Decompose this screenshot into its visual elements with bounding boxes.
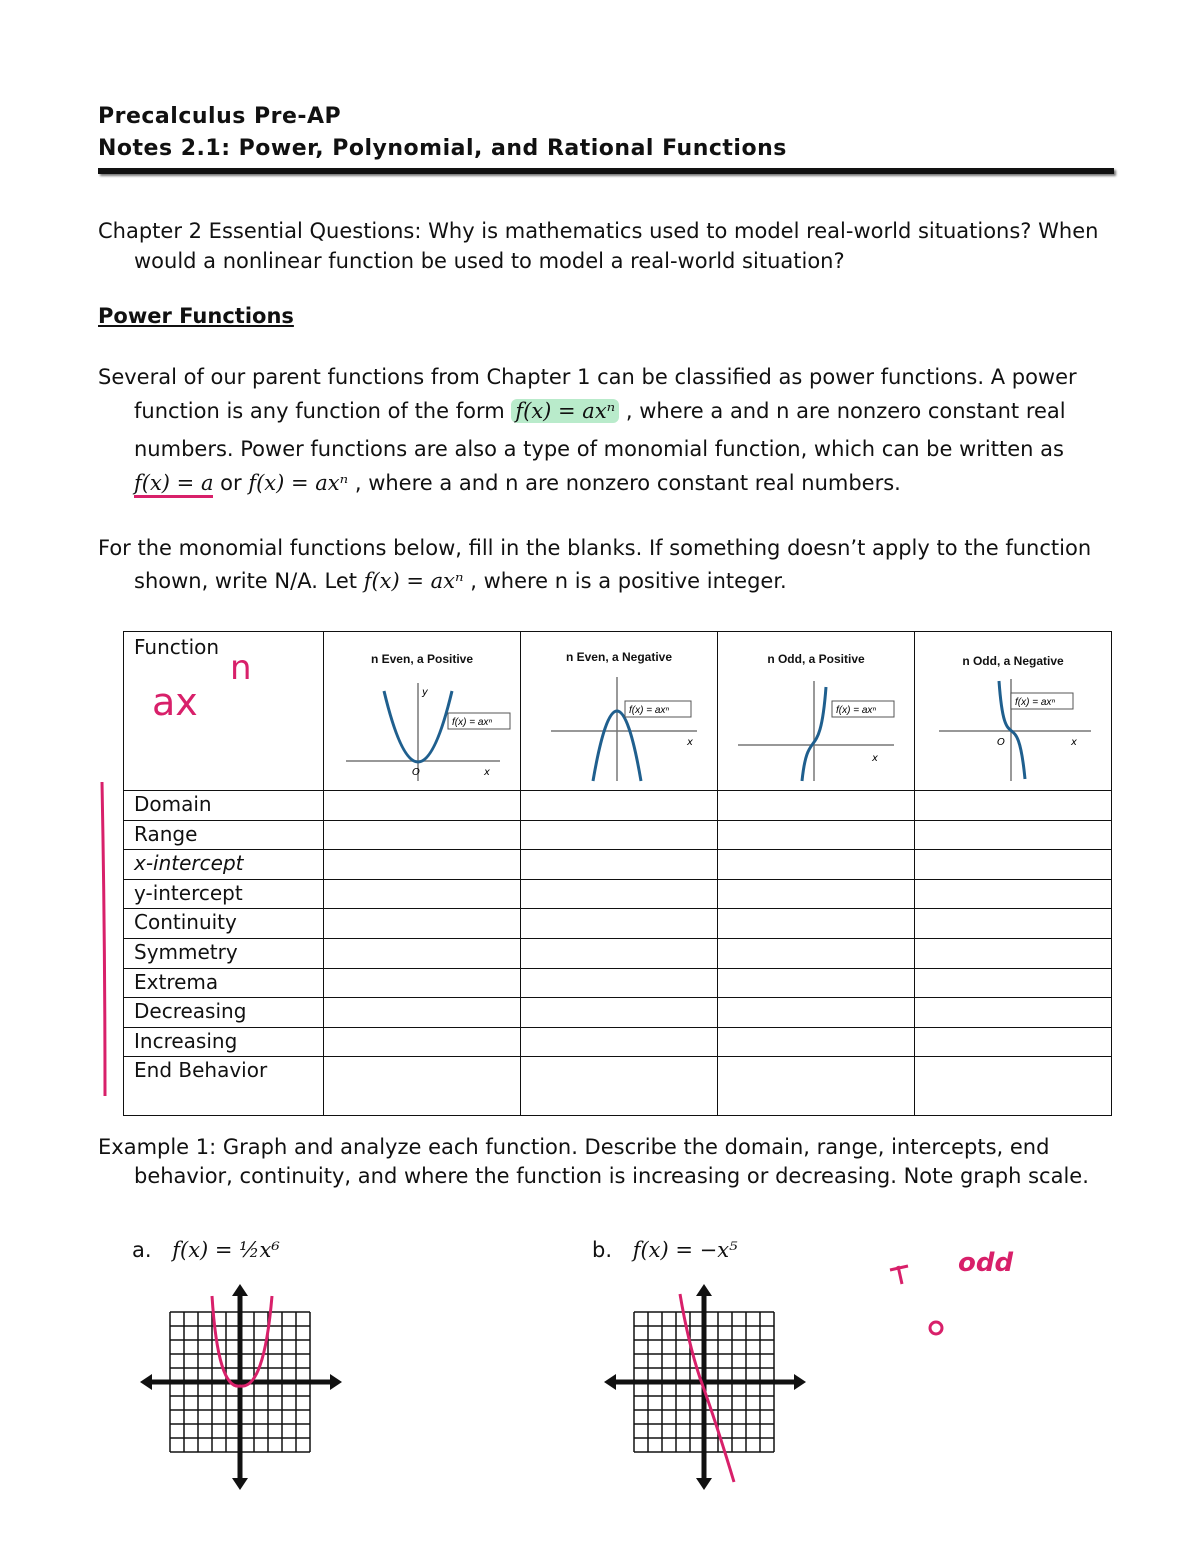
handwritten-n: n <box>230 648 252 688</box>
graph-even-positive <box>324 673 520 783</box>
handwritten-curve-b <box>680 1294 734 1482</box>
graph-title-even-negative: n Even, a Negative <box>565 650 673 664</box>
function-cell <box>124 632 324 791</box>
blank-cell[interactable] <box>521 1027 718 1057</box>
blank-cell[interactable] <box>521 938 718 968</box>
ex1-line-1: Example 1: Graph and analyze each function. Describe the domain, range, intercepts, end <box>98 1135 1050 1159</box>
pf-line-2 <box>98 394 1118 428</box>
monomial-formula-constant: f(x) = a <box>134 471 213 498</box>
row-label-increasing: Increasing <box>124 1027 324 1057</box>
graph-label-even-positive: f(x) = axⁿ <box>452 717 493 728</box>
table-row <box>124 791 1112 821</box>
handwritten-ax: ax <box>152 680 198 724</box>
x-axis-label: x <box>872 753 878 764</box>
blank-cell[interactable] <box>718 938 915 968</box>
blank-cell[interactable] <box>718 791 915 821</box>
eq-line-1: Chapter 2 Essential Questions: Why is mathematics used to model real-world situations? When <box>98 219 1099 243</box>
example-b-label <box>592 1238 738 1262</box>
blank-cell[interactable] <box>324 909 521 939</box>
origin-label: O <box>997 737 1005 748</box>
pf-or: or <box>220 471 242 495</box>
example-a-label <box>132 1238 280 1262</box>
blank-cell[interactable] <box>915 909 1112 939</box>
blank-cell[interactable] <box>718 1057 915 1116</box>
row-label-x-intercept: x-intercept <box>124 850 324 880</box>
graph-grid-a[interactable] <box>140 1282 342 1492</box>
instructions <box>98 532 1118 598</box>
x-axis-label: x <box>484 767 490 778</box>
blank-cell[interactable] <box>915 1057 1112 1116</box>
blank-cell[interactable] <box>324 820 521 850</box>
graph-title-even-positive: n Even, a Positive <box>370 652 474 666</box>
pf-line-2-pre: function is any function of the form <box>134 399 505 423</box>
blank-cell[interactable] <box>521 879 718 909</box>
pf-line-3: numbers. Power functions are also a type of monomial function, which can be written as <box>134 437 1064 461</box>
row-label-range: Range <box>124 820 324 850</box>
graph-title-odd-positive: n Odd, a Positive <box>767 652 865 666</box>
blank-cell[interactable] <box>915 1027 1112 1057</box>
essential-questions <box>98 216 1118 276</box>
example-1-text <box>98 1133 1118 1191</box>
eq-line-2: would a nonlinear function be used to model a real-world situation? <box>134 249 845 273</box>
graph-label-even-negative: f(x) = axⁿ <box>629 705 670 716</box>
blank-cell[interactable] <box>521 1057 718 1116</box>
instr-line-2 <box>98 565 1118 598</box>
pf-line-4-post: , where a and n are nonzero constant real numbers. <box>354 471 901 495</box>
blank-cell[interactable] <box>324 968 521 998</box>
graph-cell-odd-negative <box>915 632 1112 791</box>
table-row <box>124 1057 1112 1116</box>
blank-cell[interactable] <box>915 998 1112 1028</box>
blank-cell[interactable] <box>324 879 521 909</box>
graph-label-odd-negative: f(x) = axⁿ <box>1015 697 1056 708</box>
graph-grid-b[interactable] <box>604 1282 806 1492</box>
graph-label-odd-positive: f(x) = axⁿ <box>836 705 877 716</box>
row-label-decreasing: Decreasing <box>124 998 324 1028</box>
example-a-letter: a. <box>132 1238 152 1262</box>
blank-cell[interactable] <box>521 850 718 880</box>
x-axis-label: x <box>687 737 693 748</box>
blank-cell[interactable] <box>915 968 1112 998</box>
origin-label: O <box>412 767 420 778</box>
example-b-formula: f(x) = −x⁵ <box>632 1238 738 1262</box>
row-label-symmetry: Symmetry <box>124 938 324 968</box>
blank-cell[interactable] <box>718 879 915 909</box>
blank-cell[interactable] <box>521 968 718 998</box>
power-functions-paragraph <box>98 360 1118 500</box>
table-row <box>124 968 1112 998</box>
formula-highlighted: f(x) = axⁿ <box>511 399 619 423</box>
course-title: Precalculus Pre-AP <box>98 104 342 129</box>
notes-title: Notes 2.1: Power, Polynomial, and Rational Functions <box>98 136 787 161</box>
instr-line-2-post: , where n is a positive integer. <box>470 569 787 593</box>
table-row <box>124 909 1112 939</box>
blank-cell[interactable] <box>915 791 1112 821</box>
table-row <box>124 820 1112 850</box>
pf-line-1: Several of our parent functions from Chapter 1 can be classified as power functions. A power <box>98 365 1077 389</box>
blank-cell[interactable] <box>718 968 915 998</box>
table-row <box>124 879 1112 909</box>
blank-cell[interactable] <box>915 820 1112 850</box>
blank-cell[interactable] <box>521 998 718 1028</box>
blank-cell[interactable] <box>718 850 915 880</box>
blank-cell[interactable] <box>915 938 1112 968</box>
blank-cell[interactable] <box>521 791 718 821</box>
section-heading-power-functions: Power Functions <box>98 304 294 328</box>
handwritten-marks <box>886 1262 946 1342</box>
handwritten-odd-note: odd <box>958 1248 1014 1278</box>
instr-line-2-pre: shown, write N/A. Let <box>134 569 358 593</box>
table-row <box>124 998 1112 1028</box>
blank-cell[interactable] <box>324 998 521 1028</box>
row-label-end-behavior: End Behavior <box>124 1057 324 1116</box>
blank-cell[interactable] <box>324 1027 521 1057</box>
graph-title-odd-negative: n Odd, a Negative <box>962 654 1064 668</box>
graph-cell-even-positive <box>324 632 521 791</box>
blank-cell[interactable] <box>718 909 915 939</box>
blank-cell[interactable] <box>324 1057 521 1116</box>
table-row <box>124 1027 1112 1057</box>
table-header-row <box>124 632 1112 791</box>
graph-even-negative <box>521 671 717 783</box>
ex1-line-2: behavior, continuity, and where the function is increasing or decreasing. Note graph scale. <box>134 1164 1089 1188</box>
blank-cell[interactable] <box>718 1027 915 1057</box>
example-b-letter: b. <box>592 1238 613 1262</box>
row-label-continuity: Continuity <box>124 909 324 939</box>
graph-odd-negative <box>915 675 1111 783</box>
pf-line-2-post: , where a and n are nonzero constant real <box>625 399 1066 423</box>
graph-cell-odd-positive <box>718 632 915 791</box>
x-axis-label: x <box>1071 737 1077 748</box>
row-label-extrema: Extrema <box>124 968 324 998</box>
function-label: Function <box>134 635 220 659</box>
instr-formula: f(x) = axⁿ <box>363 569 464 593</box>
monomial-table <box>123 631 1112 1116</box>
graph-cell-even-negative <box>521 632 718 791</box>
table-row <box>124 938 1112 968</box>
blank-cell[interactable] <box>324 938 521 968</box>
handwritten-bracket <box>96 778 110 1100</box>
instr-line-1: For the monomial functions below, fill in the blanks. If something doesn’t apply to the function <box>98 536 1092 560</box>
table-row <box>124 850 1112 880</box>
blank-cell[interactable] <box>521 909 718 939</box>
blank-cell[interactable] <box>718 820 915 850</box>
blank-cell[interactable] <box>915 879 1112 909</box>
example-a-formula: f(x) = ½x⁶ <box>172 1238 280 1262</box>
blank-cell[interactable] <box>324 850 521 880</box>
blank-cell[interactable] <box>915 850 1112 880</box>
header-rule <box>98 168 1114 174</box>
blank-cell[interactable] <box>324 791 521 821</box>
graph-odd-positive <box>718 673 914 783</box>
y-axis-label: y <box>422 687 428 698</box>
monomial-formula-power: f(x) = axⁿ <box>248 471 349 495</box>
row-label-domain: Domain <box>124 791 324 821</box>
blank-cell[interactable] <box>718 998 915 1028</box>
pf-line-4 <box>98 466 1118 500</box>
blank-cell[interactable] <box>521 820 718 850</box>
row-label-y-intercept: y-intercept <box>124 879 324 909</box>
